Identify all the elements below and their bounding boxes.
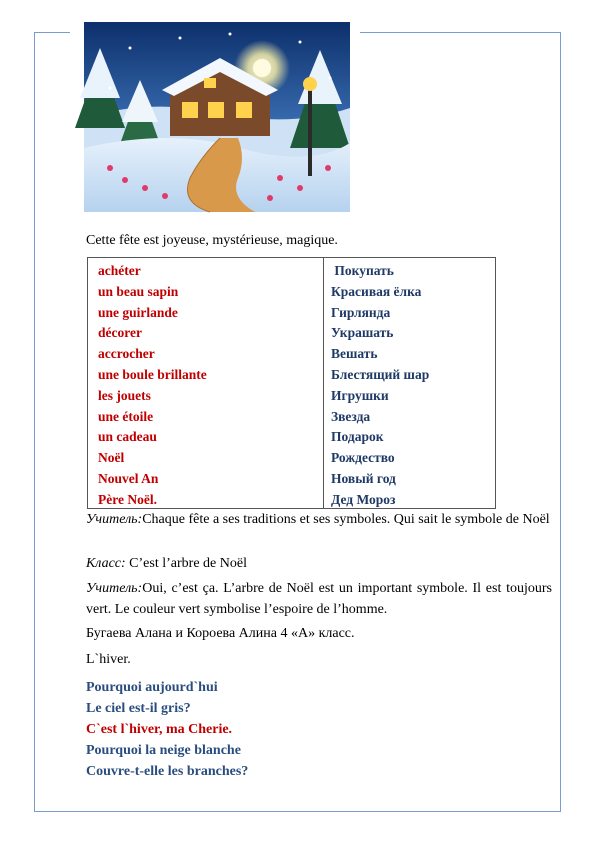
russian-word: Подарок xyxy=(331,429,384,445)
russian-word: Новый год xyxy=(331,470,396,486)
french-word: une étoile xyxy=(98,408,154,424)
russian-word: Игрушки xyxy=(331,387,389,403)
poem-line: Couvre-t-elle les branches? xyxy=(86,764,249,779)
french-word: une boule brillante xyxy=(98,366,207,382)
speaker-label: Класс: xyxy=(86,556,126,571)
russian-word: Гирлянда xyxy=(331,304,391,320)
dialogue-class xyxy=(86,553,552,574)
french-word: un beau sapin xyxy=(98,283,179,299)
dialogue-text: Oui, c’est ça. L’arbre de Noël est un important symbole. Il est toujours vert. Le couleur vert symbolise l’espoire de l’homme. xyxy=(86,581,552,617)
russian-word: Блестящий шар xyxy=(331,366,430,382)
french-word: une guirlande xyxy=(98,304,178,320)
russian-word: Покупать xyxy=(331,263,394,278)
poem-line: C`est l`hiver, ma Cherie. xyxy=(86,722,233,737)
authors-line: Бугаева Алана и Короева Алина 4 «А» класс. xyxy=(86,626,355,641)
dialogue-text: C’est l’arbre de Noël xyxy=(125,556,247,571)
poem-title: L`hiver. xyxy=(86,652,131,667)
table-column-divider xyxy=(323,258,324,508)
dialogue-teacher-1 xyxy=(86,509,552,530)
vocabulary-table xyxy=(87,257,496,509)
dialogue-teacher-2 xyxy=(86,578,552,620)
poem-line: Pourquoi la neige blanche xyxy=(86,743,241,758)
french-column xyxy=(98,261,207,511)
russian-word: Рождество xyxy=(331,450,395,466)
poem-line: Pourquoi aujourd`hui xyxy=(86,680,218,695)
french-word: Noël xyxy=(98,450,125,466)
french-word: un cadeau xyxy=(98,429,157,445)
speaker-label: Учитель: xyxy=(86,512,143,527)
french-word: achéter xyxy=(98,263,141,278)
intro-sentence: Cette fête est joyeuse, mystérieuse, magique. xyxy=(86,233,338,248)
russian-word: Вешать xyxy=(331,346,378,362)
russian-word: Красивая ёлка xyxy=(331,283,422,299)
poem xyxy=(86,677,248,782)
french-word: Père Noël. xyxy=(98,491,157,507)
french-word: les jouets xyxy=(98,387,151,403)
russian-word: Дед Мороз xyxy=(331,491,396,507)
dialogue-text: Chaque fête a ses traditions et ses symboles. Qui sait le symbole de Noël xyxy=(142,512,550,527)
russian-column xyxy=(331,261,429,511)
russian-word: Украшать xyxy=(331,325,394,341)
russian-word: Звезда xyxy=(331,408,371,424)
french-word: Nouvel An xyxy=(98,470,159,486)
winter-house-illustration xyxy=(70,18,360,216)
poem-line: Le ciel est-il gris? xyxy=(86,701,191,716)
french-word: décorer xyxy=(98,325,142,341)
french-word: accrocher xyxy=(98,346,155,362)
speaker-label: Учитель: xyxy=(86,581,143,596)
